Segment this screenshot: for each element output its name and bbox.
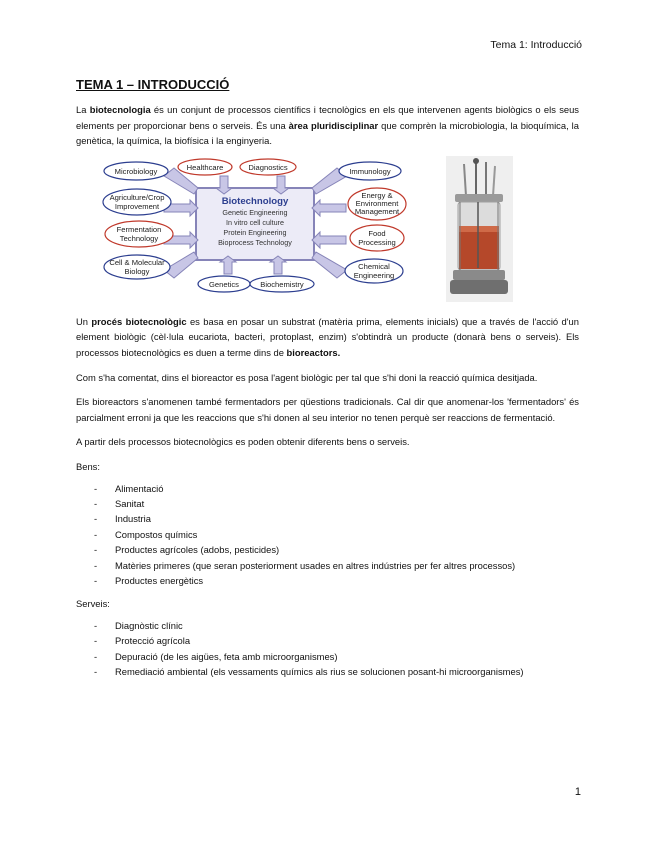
node-cell-molecular-label: Biology — [124, 266, 150, 276]
intro-paragraph: La biotecnologia és un conjunt de processos científics i tecnològics en els que intervenen agents biològics o els seus elements per proporcionar bens o serveis. És una àrea pluridisciplinar que comprèn la microbiologia, la bioquímica, la genètica, la química, la biofísica i la enginyeria. — [76, 104, 579, 147]
node-microbiology-label: Microbiology — [114, 166, 158, 176]
list-item: - Remediació ambiental (els vessaments químics als rius se solucionen posant-hi microorganismes) — [94, 666, 524, 678]
list-item: - Productes agrícoles (adobs, pesticides) — [94, 544, 280, 556]
bens-list — [76, 481, 579, 589]
list-item: - Industria — [94, 513, 151, 525]
center-line: Protein Engineering — [223, 227, 287, 237]
page-number: 1 — [574, 786, 581, 798]
center-line: Genetic Engineering — [222, 207, 288, 217]
bioreactor-photo — [446, 156, 513, 302]
page-content — [76, 77, 579, 688]
a-partir-paragraph: A partir dels processos biotecnològics es poden obtenir diferents bens o serveis. — [76, 436, 410, 448]
node-cell-molecular-label: Cell & Molecular — [109, 257, 165, 267]
running-header: Tema 1: Introducció — [490, 39, 582, 51]
node-fermentation-label: Fermentation — [116, 224, 162, 234]
serveis-label: Serveis: — [76, 598, 110, 610]
center-line: Bioprocess Technology — [218, 237, 292, 247]
process-paragraph: Un procés biotecnològic es basa en posar un substrat (matèria prima, elements inicials) que a través de l'acció d'un element biològic (cèl·lula eucariota, bacteri, protoplast, enzim) s'obtindrà un producte (donarà bens o serveis). Els processos biotecnològics es duen a terme dins de bioreactors. — [76, 315, 579, 358]
list-item: - Matèries primeres (que seran posteriorment usades en altres indústries per fer altres processos) — [94, 559, 516, 571]
node-food-label: Food — [368, 228, 386, 238]
list-item: - Alimentació — [94, 482, 164, 494]
center-line: In vitro cell culture — [226, 217, 284, 227]
figure-row — [76, 158, 579, 304]
node-diagnostics-label: Diagnostics — [248, 162, 288, 172]
center-title: Biotechnology — [221, 195, 289, 207]
node-fermentation-label: Technology — [119, 233, 159, 243]
list-item: - Productes energètics — [94, 574, 204, 586]
fermentadors-paragraph: Els bioreactors s'anomenen també fermentadors per qüestions tradicionals. Cal dir que anomenar-los 'fermentadors' és parcialment erroni ja que les reaccions que s'hi donen al seu interior no tenen perquè ser reaccions de fermentació. — [76, 396, 579, 423]
node-energy-label: Management — [354, 206, 400, 216]
list-item: - Compostos químics — [94, 528, 198, 540]
node-chemical-label: Engineering — [353, 270, 395, 280]
node-agriculture-label: Improvement — [114, 201, 160, 211]
node-agriculture-label: Agriculture/Crop — [109, 192, 165, 202]
node-biochemistry-label: Biochemistry — [260, 279, 304, 289]
node-genetics-label: Genetics — [209, 279, 239, 289]
node-healthcare-label: Healthcare — [186, 162, 224, 172]
node-chemical-label: Chemical — [358, 261, 390, 271]
node-energy-label: Energy & — [361, 190, 393, 200]
node-energy-label: Environment — [355, 198, 399, 208]
bens-label: Bens: — [76, 460, 100, 472]
node-food-label: Processing — [358, 237, 396, 247]
list-item: - Diagnòstic clínic — [94, 619, 183, 631]
bioreactor-paragraph: Com s'ha comentat, dins el bioreactor es posa l'agent biològic per tal que s'hi doni la reacció química desitjada. — [76, 371, 538, 383]
serveis-list — [76, 618, 579, 680]
node-immunology-label: Immunology — [349, 166, 391, 176]
list-item: - Depuració (de les aigües, feta amb microorganismes) — [94, 650, 338, 662]
page-title: TEMA 1 – INTRODUCCIÓ — [76, 77, 230, 92]
list-item: - Protecció agrícola — [94, 635, 191, 647]
list-item: - Sanitat — [94, 497, 145, 509]
biotechnology-diagram — [102, 158, 408, 298]
